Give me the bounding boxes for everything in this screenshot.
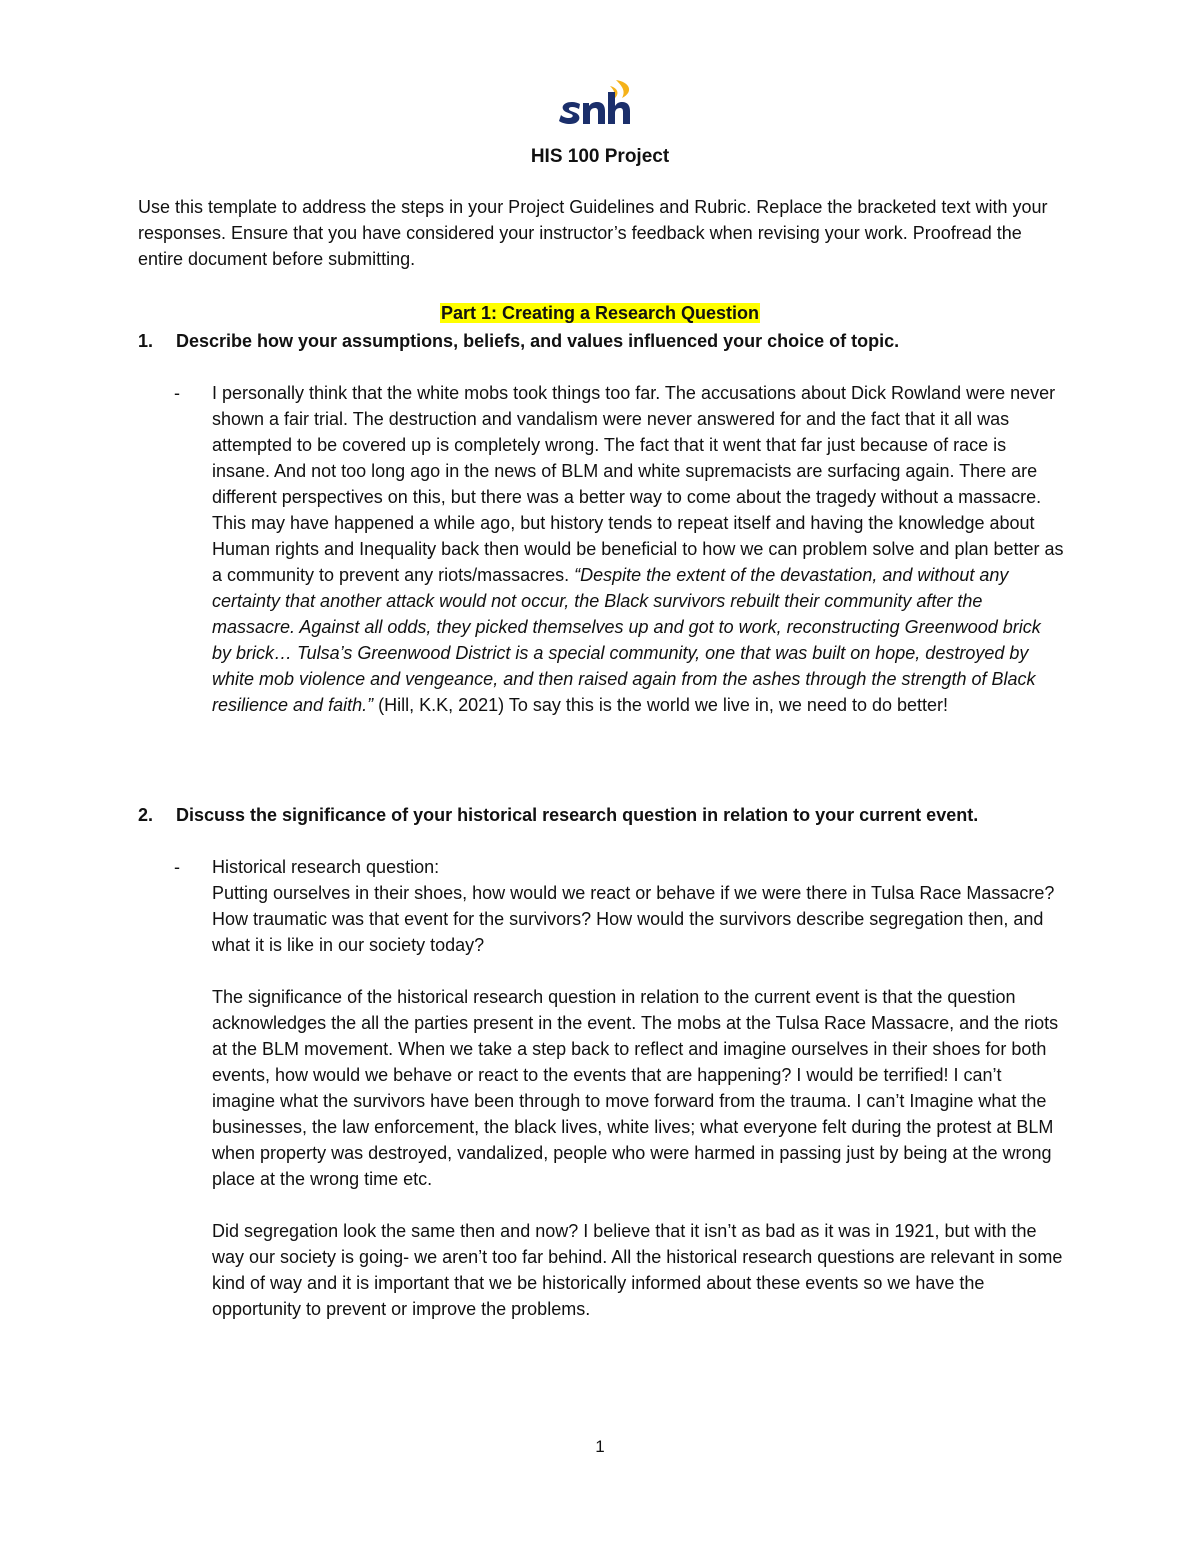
research-question-label: Historical research question: xyxy=(212,857,440,877)
part1-heading-text: Part 1: Creating a Research Question xyxy=(440,303,760,323)
question-2-number: 2. xyxy=(138,805,154,825)
research-question-text: Putting ourselves in their shoes, how would we react or behave if we were there in Tulsa Race Massacre? How traumatic was that event for the survivors? How would the survivors describe segregation then, and what it is like in our society today? xyxy=(212,883,1055,955)
answer-1-quote: “Despite the extent of the devastation, and without any certainty that another attack would not occur, the Black survivors rebuilt their community after the massacre. Against all odds, they picked themselves up and got to work, reconstructing Greenwood brick by brick… Tulsa’s Greenwood District is a special community, one that was built on hope, destroyed by white mob violence and vengeance, and then raised again from the ashes through the strength of Black resilience and faith.” xyxy=(212,565,1041,715)
question-1 xyxy=(138,328,1058,354)
segregation-paragraph: Did segregation look the same then and now? I believe that it isn’t as bad as it was in 1921, but with the way our society is going- we aren’t too far behind. All the historical research questions are relevant in some kind of way and it is important that we be historically informed about these events so we have the opportunity to prevent or improve the problems. xyxy=(212,1221,1063,1319)
answer-1 xyxy=(174,380,1064,718)
answer-2 xyxy=(174,854,1064,1322)
snhu-logo xyxy=(556,78,642,134)
intro-paragraph: Use this template to address the steps in your Project Guidelines and Rubric. Replace the bracketed text with your responses. Ensure that you have considered your instructor’s feedback when revising your work. Proofread the entire document before submitting. xyxy=(138,197,1048,269)
snhu-logo-mark xyxy=(556,78,642,134)
question-2-prompt: Discuss the significance of your historical research question in relation to your current event. xyxy=(176,805,979,825)
answer-2-dash: - xyxy=(174,857,180,877)
answer-1-body: I personally think that the white mobs took things too far. The accusations about Dick Rowland were never shown a fair trial. The destruction and vandalism were never answered for and the fact that it all was attempted to be covered up is completely wrong. The fact that it went that far just because of race is insane. And not too long ago in the news of BLM and white supremacists are surfacing again. There are different perspectives on this, but there was a better way to come about the tragedy without a massacre. This may have happened a while ago, but history tends to repeat itself and having the knowledge about Human rights and Inequality back then would be beneficial to how we can problem solve and plan better as a community to prevent any riots/massacres. xyxy=(212,383,1064,585)
answer-2-text xyxy=(212,854,1064,1322)
question-1-prompt: Describe how your assumptions, beliefs, and values influenced your choice of topic. xyxy=(176,331,900,351)
document-title: HIS 100 Project xyxy=(530,146,670,167)
question-2 xyxy=(138,802,1058,828)
answer-1-tail: (Hill, K.K, 2021) To say this is the world we live in, we need to do better! xyxy=(373,695,949,715)
part1-heading xyxy=(0,300,1200,326)
answer-1-dash: - xyxy=(174,383,180,403)
question-1-number: 1. xyxy=(138,331,154,351)
answer-1-text xyxy=(212,380,1064,718)
page-number: 1 xyxy=(595,1437,605,1456)
significance-paragraph: The significance of the historical research question in relation to the current event is that the question acknowledges the all the parties present in the event. The mobs at the Tulsa Race Massacre, and the riots at the BLM movement. When we take a step back to reflect and imagine ourselves in their shoes for both events, how would we behave or react to the events that are happening? I would be terrified! I can’t imagine what the survivors have been through to move forward from the trauma. I can’t Imagine what the businesses, the law enforcement, the black lives, white lives; what everyone felt during the protest at BLM when property was destroyed, vandalized, people who were harmed in passing just by being at the wrong place at the wrong time etc. xyxy=(212,987,1059,1189)
